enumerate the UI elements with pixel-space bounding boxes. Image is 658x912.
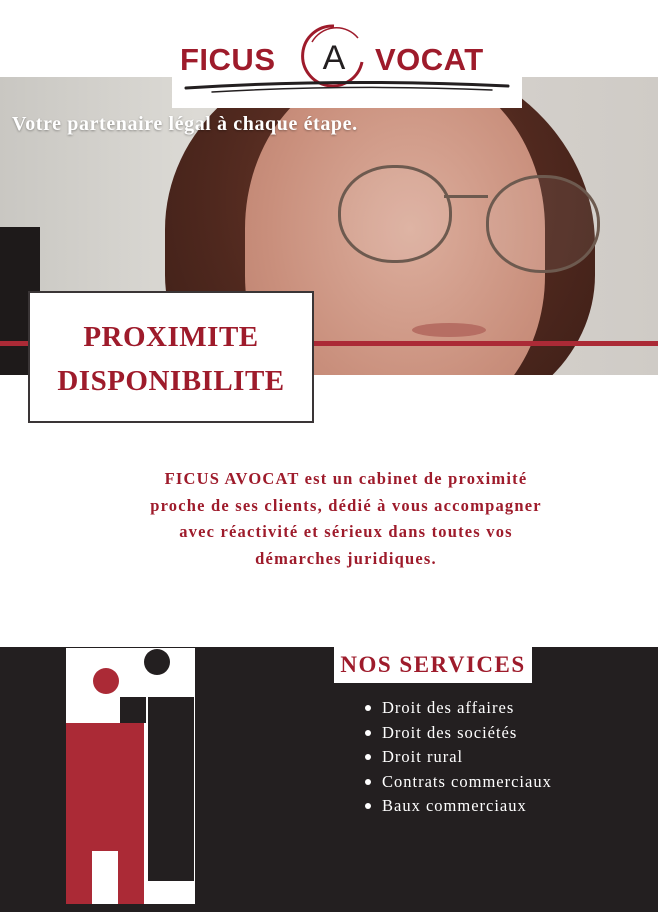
service-item [364, 770, 552, 795]
bullet-icon [365, 730, 371, 736]
logo-word-ficus: FICUS [180, 42, 276, 77]
service-label: Baux commerciaux [382, 796, 527, 816]
service-item [364, 794, 552, 819]
service-label: Contrats commerciaux [382, 771, 552, 791]
bullet-icon [365, 779, 371, 785]
logo-swoosh-icon [182, 76, 512, 98]
value-disponibilite: DISPONIBILITE [57, 365, 285, 397]
services-title-box [334, 647, 532, 683]
logo-word-vocat: VOCAT [375, 42, 484, 77]
services-title: NOS SERVICES [340, 652, 526, 677]
hero-tagline: Votre partenaire légal à chaque étape. [12, 113, 358, 135]
intro-paragraph: FICUS AVOCAT est un cabinet de proximité proche de ses clients, dédié à vous accompagner avec réactivité et sérieux dans toutes vos démarches juridiques. [150, 469, 542, 568]
service-item [364, 696, 552, 721]
service-label: Droit des affaires [382, 698, 515, 717]
service-item [364, 721, 552, 746]
photo-mouth [412, 323, 486, 337]
bullet-icon [365, 705, 371, 711]
logo-letter-a: A [322, 39, 346, 77]
people-illustration-icon [66, 648, 195, 904]
value-proximite: PROXIMITE [83, 321, 259, 353]
bullet-icon [365, 803, 371, 809]
service-label: Droit rural [382, 747, 464, 767]
glasses-bridge [444, 195, 488, 198]
brand-logo [172, 12, 522, 108]
bullet-icon [365, 754, 371, 760]
services-list [364, 696, 552, 819]
service-label: Droit des sociétés [382, 722, 518, 742]
values-box [28, 291, 314, 423]
glasses-left-lens [338, 165, 452, 263]
glasses-right-lens [486, 175, 600, 273]
service-item [364, 745, 552, 770]
